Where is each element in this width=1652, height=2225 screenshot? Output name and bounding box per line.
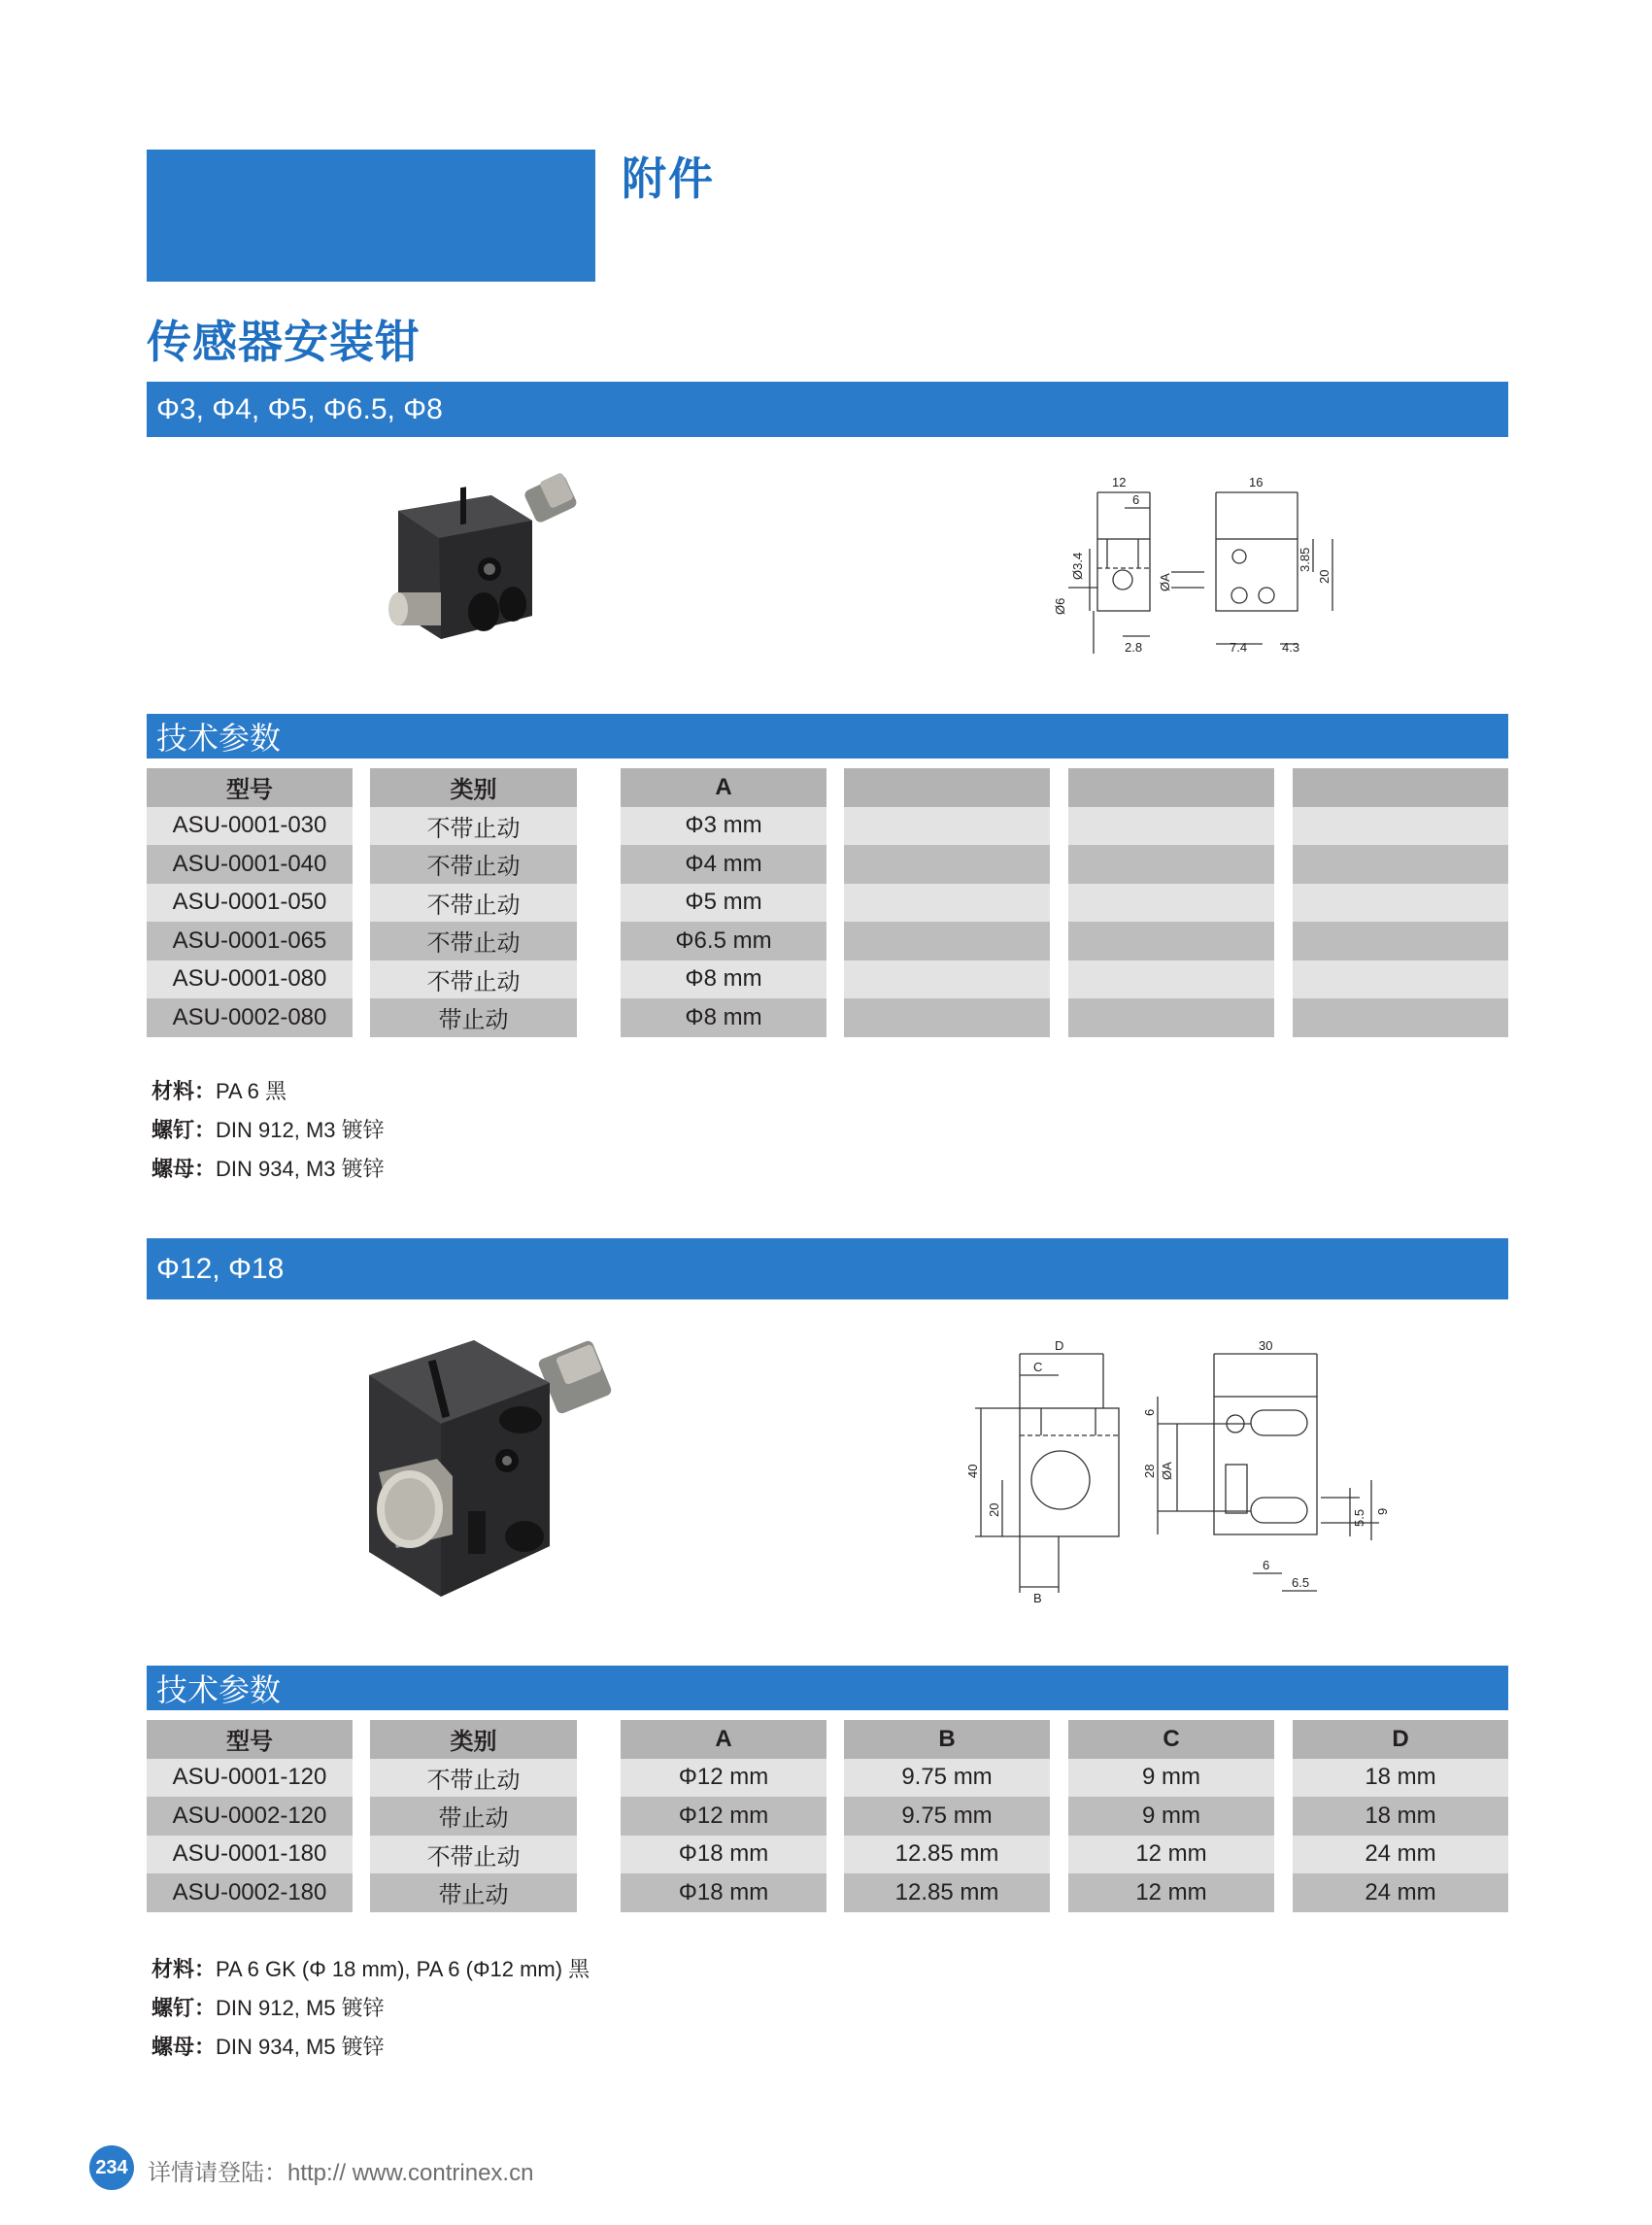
table-row (147, 998, 1508, 1037)
table-header-cell: D (1293, 1720, 1508, 1759)
table-cell: 带止动 (370, 1873, 577, 1912)
dim-label-d6: Ø6 (1053, 597, 1067, 615)
table-cell: 24 mm (1293, 1836, 1508, 1874)
table-cell: 不带止动 (370, 884, 577, 923)
table-header-cell (1068, 768, 1274, 807)
note-line (152, 2028, 590, 2067)
table-cell: 不带止动 (370, 961, 577, 999)
table-cell (1068, 961, 1274, 999)
dim-label-5-5: 5.5 (1352, 1508, 1366, 1527)
table-cell: 9.75 mm (844, 1797, 1050, 1836)
table-header-cell: 类别 (370, 1720, 577, 1759)
dim-label-B: B (1033, 1591, 1042, 1605)
note-value: DIN 934, M3 镀锌 (216, 1157, 385, 1181)
section2-title: Φ12, Φ18 (156, 1252, 285, 1285)
table-cell: ASU-0002-080 (147, 998, 353, 1037)
table-cell (844, 922, 1050, 961)
dim-label-6-5: 6.5 (1292, 1575, 1310, 1590)
table-cell: Φ18 mm (621, 1836, 826, 1874)
table-cell: 带止动 (370, 1797, 577, 1836)
table-cell: 18 mm (1293, 1759, 1508, 1798)
footer-text: 详情请登陆：http:// www.contrinex.cn (148, 2160, 534, 2186)
table-cell: ASU-0001-030 (147, 807, 353, 846)
table-header-row (147, 768, 1508, 807)
table-header-cell: 型号 (147, 768, 353, 807)
table-header-cell: B (844, 1720, 1050, 1759)
section2-title-bar (147, 1238, 1508, 1299)
dim-label-4-3: 4.3 (1282, 640, 1300, 655)
clamp-small-photo (385, 468, 589, 655)
dim-label-28: 28 (1142, 1464, 1157, 1478)
note-label: 螺母： (152, 1157, 217, 1181)
dim-label-3-85: 3.85 (1298, 547, 1312, 572)
table-header-row (147, 1720, 1508, 1759)
note-line (152, 1950, 590, 1989)
note-label: 螺母： (152, 2035, 217, 2059)
table-cell: Φ18 mm (621, 1873, 826, 1912)
dim-label-6: 6 (1132, 492, 1140, 507)
dim-label-30: 30 (1259, 1338, 1273, 1353)
page-number-badge: 234 (89, 2145, 134, 2190)
table-row (147, 1797, 1508, 1836)
table-cell: ASU-0001-120 (147, 1759, 353, 1798)
section2-spec-title: 技术参数 (156, 1671, 282, 1708)
section1-spec-table (147, 768, 1508, 1037)
page-title: 传感器安装钳 (147, 316, 421, 368)
table-cell (844, 807, 1050, 846)
table-cell (1293, 884, 1508, 923)
table-cell: 不带止动 (370, 922, 577, 961)
note-label: 材料： (152, 1079, 217, 1103)
dim-label-C: C (1033, 1360, 1043, 1374)
table-row (147, 1836, 1508, 1874)
table-row (147, 884, 1508, 923)
table-cell: Φ4 mm (621, 845, 826, 884)
table-cell: Φ12 mm (621, 1797, 826, 1836)
clamp-large-photo (359, 1331, 631, 1612)
table-cell (1068, 807, 1274, 846)
dim-label-2-8: 2.8 (1125, 640, 1143, 655)
table-cell: ASU-0001-065 (147, 922, 353, 961)
table-cell: Φ8 mm (621, 998, 826, 1037)
dim-label-40: 40 (965, 1464, 980, 1478)
section1-spec-bar (147, 714, 1508, 759)
dim-label-d3-4: Ø3.4 (1070, 552, 1085, 580)
table-cell (1068, 845, 1274, 884)
dim-label-dA: ØA (1158, 573, 1172, 591)
note-value: PA 6 黑 (216, 1079, 287, 1103)
table-header-cell (1293, 768, 1508, 807)
table-cell: ASU-0002-180 (147, 1873, 353, 1912)
table-cell: 不带止动 (370, 1759, 577, 1798)
table-cell: 9.75 mm (844, 1759, 1050, 1798)
note-line (152, 1989, 590, 2028)
section1-spec-title: 技术参数 (156, 720, 282, 757)
table-header-cell: C (1068, 1720, 1274, 1759)
table-cell: 不带止动 (370, 807, 577, 846)
table-cell: Φ6.5 mm (621, 922, 826, 961)
table-header-cell: A (621, 768, 826, 807)
table-cell (844, 961, 1050, 999)
table-cell: 12.85 mm (844, 1836, 1050, 1874)
table-cell (1293, 845, 1508, 884)
header-title: 附件 (622, 152, 715, 205)
table-cell: Φ3 mm (621, 807, 826, 846)
dim-label-20: 20 (1317, 569, 1332, 584)
section1-title: Φ3, Φ4, Φ5, Φ6.5, Φ8 (156, 392, 443, 425)
table-cell (1293, 922, 1508, 961)
table-header-cell: 类别 (370, 768, 577, 807)
table-cell (844, 884, 1050, 923)
note-line (152, 1150, 385, 1189)
table-cell: 9 mm (1068, 1759, 1274, 1798)
dim-label-9: 9 (1375, 1507, 1390, 1515)
table-header-cell: 型号 (147, 1720, 353, 1759)
note-label: 材料： (152, 1957, 217, 1981)
dim-label-20: 20 (987, 1502, 1001, 1517)
table-cell: ASU-0001-080 (147, 961, 353, 999)
section1-title-bar (147, 382, 1508, 437)
table-cell (1068, 884, 1274, 923)
dim-label-6-top: 6 (1142, 1408, 1157, 1416)
dim-label-12: 12 (1112, 475, 1127, 489)
table-cell (844, 845, 1050, 884)
table-cell: 12.85 mm (844, 1873, 1050, 1912)
note-label: 螺钉： (152, 1118, 217, 1142)
dim-label-6-bottom: 6 (1263, 1558, 1270, 1572)
note-value: PA 6 GK (Φ 18 mm), PA 6 (Φ12 mm) 黑 (216, 1957, 590, 1981)
table-cell: ASU-0002-120 (147, 1797, 353, 1836)
table-row (147, 845, 1508, 884)
note-label: 螺钉： (152, 1996, 217, 2020)
table-row (147, 961, 1508, 999)
table-cell: 9 mm (1068, 1797, 1274, 1836)
table-cell: 不带止动 (370, 845, 577, 884)
note-line (152, 1072, 385, 1111)
section2-spec-bar (147, 1666, 1508, 1710)
dim-label-D: D (1055, 1338, 1064, 1353)
note-line (152, 1111, 385, 1150)
table-row (147, 1873, 1508, 1912)
table-cell: Φ5 mm (621, 884, 826, 923)
table-cell (844, 998, 1050, 1037)
dim-label-16: 16 (1249, 475, 1264, 489)
table-header-cell (844, 768, 1050, 807)
section2-notes (152, 1950, 590, 2067)
clamp-large-drawing (932, 1332, 1399, 1624)
table-cell: 18 mm (1293, 1797, 1508, 1836)
table-header-cell: A (621, 1720, 826, 1759)
table-cell: 24 mm (1293, 1873, 1508, 1912)
section1-notes (152, 1072, 385, 1189)
table-cell: 带止动 (370, 998, 577, 1037)
table-cell (1293, 807, 1508, 846)
table-cell: Φ12 mm (621, 1759, 826, 1798)
dim-label-7-4: 7.4 (1230, 640, 1248, 655)
table-row (147, 807, 1508, 846)
note-value: DIN 912, M3 镀锌 (216, 1118, 385, 1142)
table-cell: ASU-0001-040 (147, 845, 353, 884)
note-value: DIN 934, M5 镀锌 (216, 2035, 385, 2059)
table-cell: 12 mm (1068, 1873, 1274, 1912)
clamp-small-drawing (1000, 471, 1350, 665)
table-row (147, 922, 1508, 961)
table-row (147, 1759, 1508, 1798)
table-cell (1293, 961, 1508, 999)
table-cell: ASU-0001-050 (147, 884, 353, 923)
table-cell: 12 mm (1068, 1836, 1274, 1874)
note-value: DIN 912, M5 镀锌 (216, 1996, 385, 2020)
table-cell (1293, 998, 1508, 1037)
table-cell: 不带止动 (370, 1836, 577, 1874)
table-cell: Φ8 mm (621, 961, 826, 999)
section2-spec-table (147, 1720, 1508, 1912)
table-cell: ASU-0001-180 (147, 1836, 353, 1874)
dim-label-dA: ØA (1160, 1462, 1174, 1480)
table-cell (1068, 998, 1274, 1037)
table-cell (1068, 922, 1274, 961)
header-blue-block (147, 150, 595, 282)
